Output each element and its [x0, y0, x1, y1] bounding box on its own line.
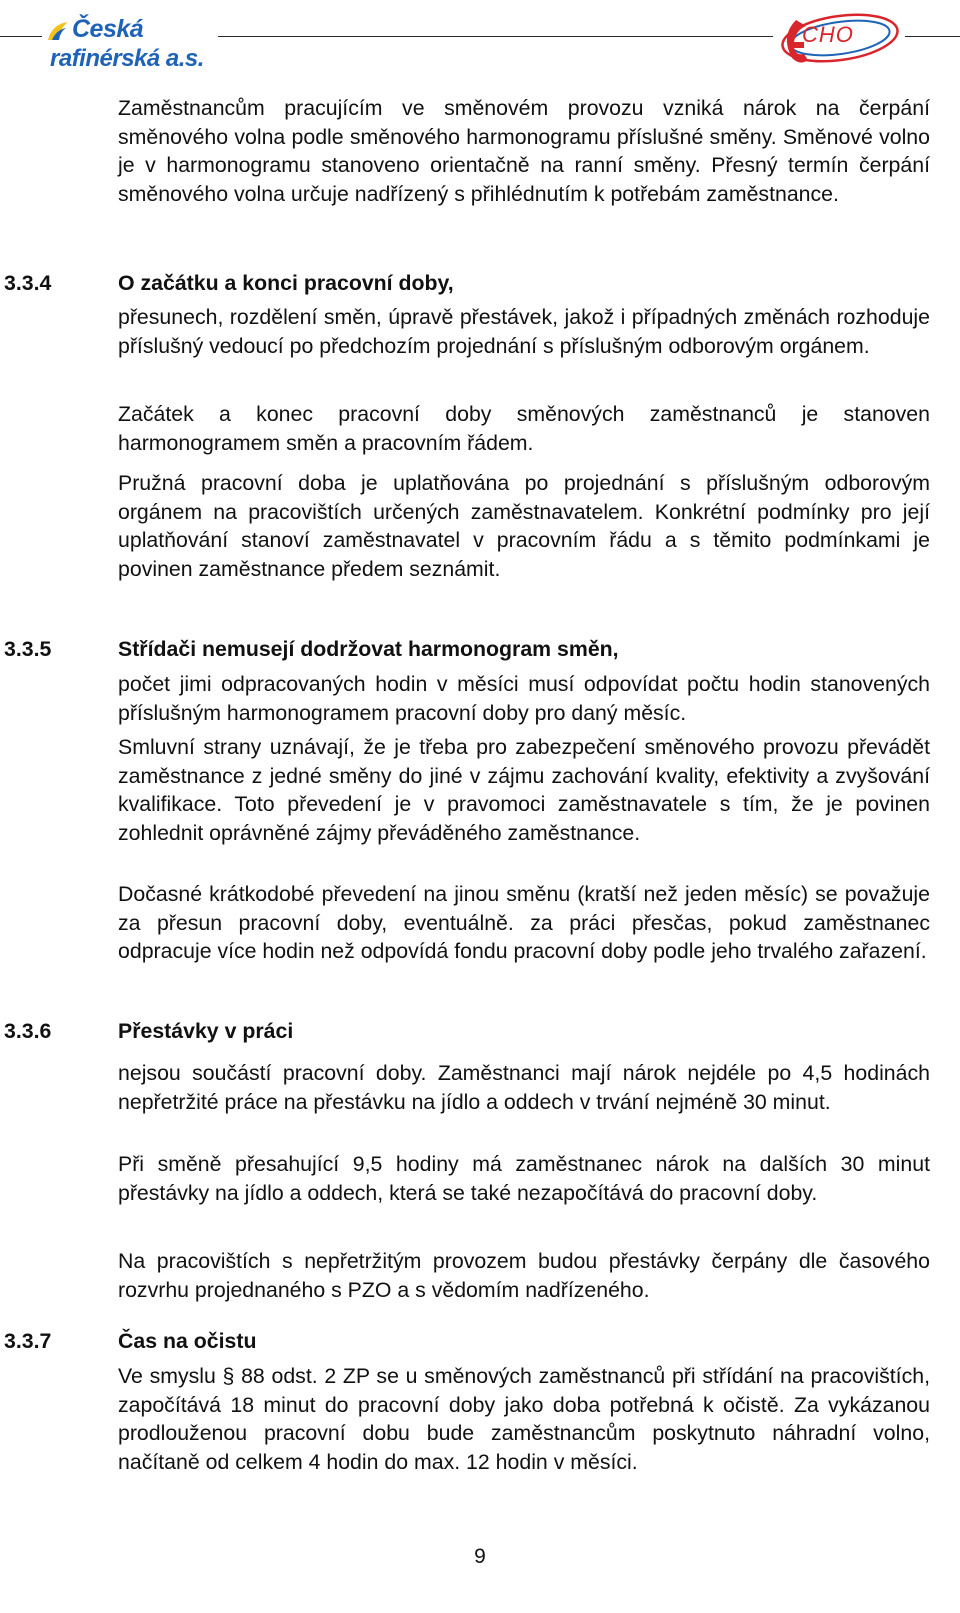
intro-paragraph: Zaměstnancům pracujícím ve směnovém provozu vzniká nárok na čerpání směnového volna podle směnového harmonogramu příslušné směny. Směnové volno je v harmonogramu stanoveno orientačně na ranní směny. Přesný termín čerpání směnového volna určuje nadřízený s přihlédnutím k potřebám zaměstnance. [118, 96, 930, 206]
section-paragraph: nejsou součástí pracovní doby. Zaměstnanci mají nárok nejdéle po 4,5 hodinách nepřetržité práce na přestávku na jídlo a oddech v trvání nejméně 30 minut. [118, 1061, 930, 1114]
header-rule-middle [218, 36, 773, 37]
section-paragraph: Začátek a konec pracovní doby směnových zaměstnanců je stanoven harmonogramem směn a pracovním řádem. [118, 402, 930, 455]
section-title: Čas na očistu [118, 1329, 257, 1353]
wing-icon [46, 20, 70, 42]
ceska-rafinerska-logo [46, 10, 218, 72]
section-paragraph: Pružná pracovní doba je uplatňována po projednání s příslušným odborovým orgánem na pracovištích určených zaměstnavatelem. Konkrétní podmínky pro její uplatňování stanoví zaměstnavatel v pracovním řádu a s těmito podmínkami je povinen zaměstnance předem seznámit. [118, 471, 930, 581]
logo-text-line1: Česká [72, 15, 144, 43]
section-paragraph: Smluvní strany uznávají, že je třeba pro zabezpečení směnového provozu převádět zaměstnance z jedné směny do jiné v zájmu zachování kvality, efektivity a zvyšování kvalifikace. Toto převedení je v pravomoci zaměstnavatele s tím, že je povinen zohlednit oprávněné zájmy převáděného zaměstnance. [118, 735, 930, 845]
page-number: 9 [474, 1545, 486, 1568]
section-number: 3.3.6 [4, 1019, 52, 1043]
section-paragraph: Na pracovištích s nepřetržitým provozem budou přestávky čerpány dle časového rozvrhu projednaného s PZO a s vědomím nadřízeného. [118, 1249, 930, 1302]
section-paragraph: počet jimi odpracovaných hodin v měsíci musí odpovídat počtu hodin stanovených příslušným harmonogramem pracovní doby pro daný měsíc. [118, 672, 930, 725]
section-title: Střídači nemusejí dodržovat harmonogram směn, [118, 637, 619, 661]
header-rule-right [905, 36, 960, 37]
section-paragraph: Dočasné krátkodobé převedení na jinou směnu (kratší než jeden měsíc) se považuje za přesun pracovní doby, eventuálně. za práci přesčas, pokud zaměstnanec odpracuje více hodin než odpovídá fondu pracovní doby podle jeho trvalého zařazení. [118, 882, 930, 964]
section-number: 3.3.5 [4, 637, 52, 661]
echo-logo-text: CHO [802, 22, 854, 47]
section-title: O začátku a konci pracovní doby, [118, 271, 454, 295]
header-rule-left [0, 36, 42, 37]
section-number: 3.3.4 [4, 271, 52, 295]
section-paragraph: Při směně přesahující 9,5 hodiny má zaměstnanec nárok na dalších 30 minut přestávky na jídlo a oddech, která se také nezapočítává do pracovní doby. [118, 1152, 930, 1205]
section-title: Přestávky v práci [118, 1019, 294, 1043]
echo-logo [774, 2, 906, 70]
section-number: 3.3.7 [4, 1329, 52, 1353]
logo-text-line2: rafinérská a.s. [50, 45, 204, 72]
section-paragraph: přesunech, rozdělení směn, úpravě přestávek, jakož i případných změnách rozhoduje příslušný vedoucí po předchozím projednání s příslušným odborovým orgánem. [118, 305, 930, 358]
section-paragraph: Ve smyslu § 88 odst. 2 ZP se u směnových zaměstnanců při střídání na pracovištích, započítává 18 minut do pracovní doby jako doba potřebná k očistě. Za vykázanou prodlouženou pracovní dobu bude zaměstnancům poskytnuto náhradní volno, načítaně od celkem 4 hodin do max. 12 hodin v měsíci. [118, 1364, 930, 1474]
